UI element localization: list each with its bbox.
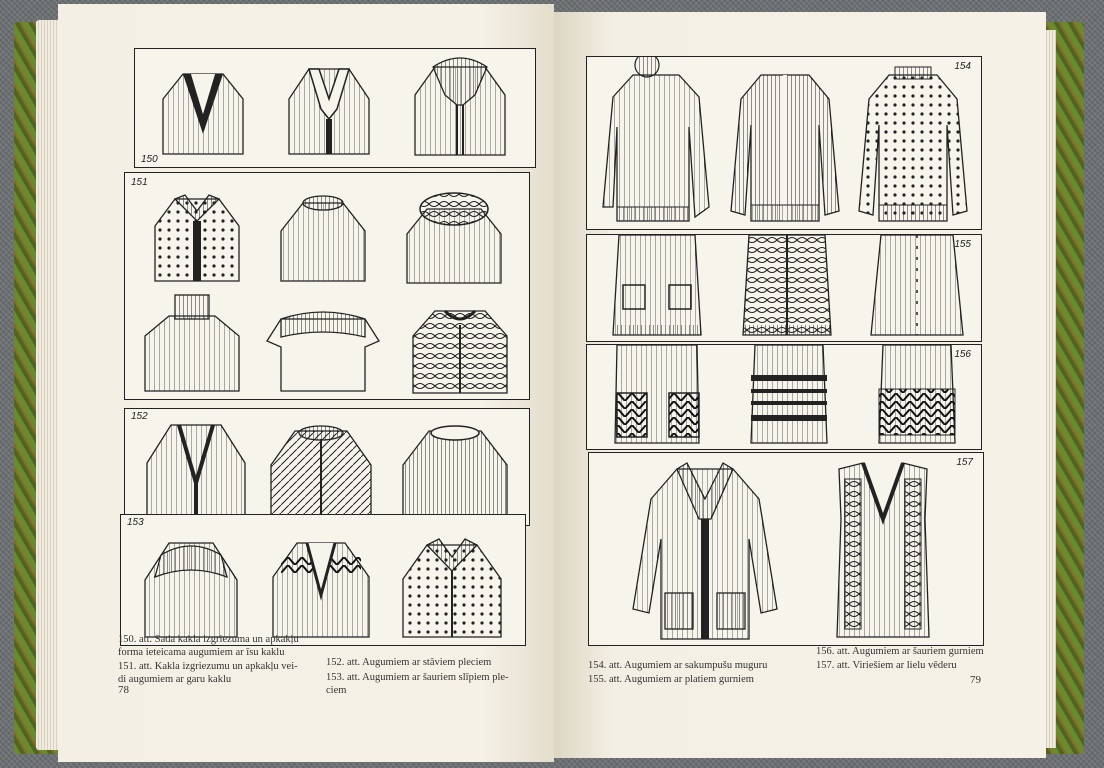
page-number-left: 78 <box>118 684 129 696</box>
caption-151-line1: 151. att. Kakla izgriezumu un apkakļu vei- <box>118 661 298 672</box>
ribbed-raglan-sketch <box>397 417 513 521</box>
striped-yoke-sweater-sketch <box>139 525 243 641</box>
figure-number-155: 155 <box>954 239 971 250</box>
cable-cardigan-sketch <box>405 291 515 397</box>
striped-jacket-sketch <box>727 65 843 227</box>
right-page <box>554 12 1046 758</box>
figure-157-panel <box>588 452 984 646</box>
caption-154: 154. att. Augumiem ar sakumpušu muguru <box>588 660 768 671</box>
patterned-pocket-hem-sketch <box>611 345 705 445</box>
caption-150-line1: 150. att. Sada kakla izgriezuma un apkakļu <box>118 634 299 645</box>
lapel-collar-sketch <box>279 59 379 159</box>
left-page <box>58 4 554 762</box>
fair-isle-v-neck-sketch <box>267 525 375 641</box>
cable-tunic-sketch <box>737 235 837 339</box>
cowl-neck-sketch <box>399 179 509 287</box>
figure-number-150: 150 <box>141 154 158 165</box>
figure-number-154: 154 <box>954 61 971 72</box>
v-neck-collar-sketch <box>153 59 253 159</box>
figure-number-153: 153 <box>127 517 144 528</box>
striped-hem-sketch <box>747 345 831 445</box>
figure-154-panel <box>586 56 982 230</box>
figure-150-panel <box>134 48 536 168</box>
caption-155: 155. att. Augumiem ar platiem gurniem <box>588 674 754 685</box>
cable-vest-sketch <box>829 459 937 641</box>
shawl-collar-cardigan-sketch <box>627 459 783 643</box>
textured-back-pullover-sketch <box>855 65 971 227</box>
figure-number-151: 151 <box>131 177 148 188</box>
caption-150-line2: forma ieteicama augumiem ar īsu kaklu <box>118 647 285 658</box>
v-neck-cardigan-sketch <box>141 413 251 521</box>
figure-152-panel <box>124 408 530 526</box>
figure-156-panel <box>586 344 982 450</box>
shawl-collar-sketch <box>405 55 515 159</box>
caption-152: 152. att. Augumiem ar stāviem pleciem <box>326 657 492 668</box>
figure-number-157: 157 <box>956 457 973 468</box>
back-view-jacket-sketch <box>599 57 715 227</box>
crew-neck-raglan-sketch <box>273 181 373 286</box>
page-number-right: 79 <box>970 674 981 686</box>
caption-153-line2: ciem <box>326 685 347 696</box>
dotted-collar-sweater-sketch <box>147 181 247 286</box>
ribbed-tunic-sketch <box>865 235 969 339</box>
caption-156: 156. att. Augumiem ar šauriem gurniem <box>816 646 984 657</box>
zigzag-hem-sketch <box>875 345 959 445</box>
boat-neck-sketch <box>261 301 385 395</box>
caption-151-line2: di augumiem ar garu kaklu <box>118 674 232 685</box>
turtleneck-sketch <box>139 291 245 395</box>
figure-153-panel <box>120 514 526 646</box>
caption-153-line1: 153. att. Augumiem ar šauriem slīpiem ple- <box>326 672 509 683</box>
dotted-collar-cardigan-sketch <box>397 529 507 641</box>
figure-151-panel <box>124 172 530 400</box>
figure-number-156: 156 <box>954 349 971 360</box>
figure-number-152: 152 <box>131 411 148 422</box>
round-neck-cardigan-sketch <box>265 417 377 521</box>
figure-155-panel <box>586 234 982 342</box>
pocket-tunic-sketch <box>605 235 709 339</box>
caption-157: 157. att. Viriešiem ar lielu vēderu <box>816 660 957 671</box>
